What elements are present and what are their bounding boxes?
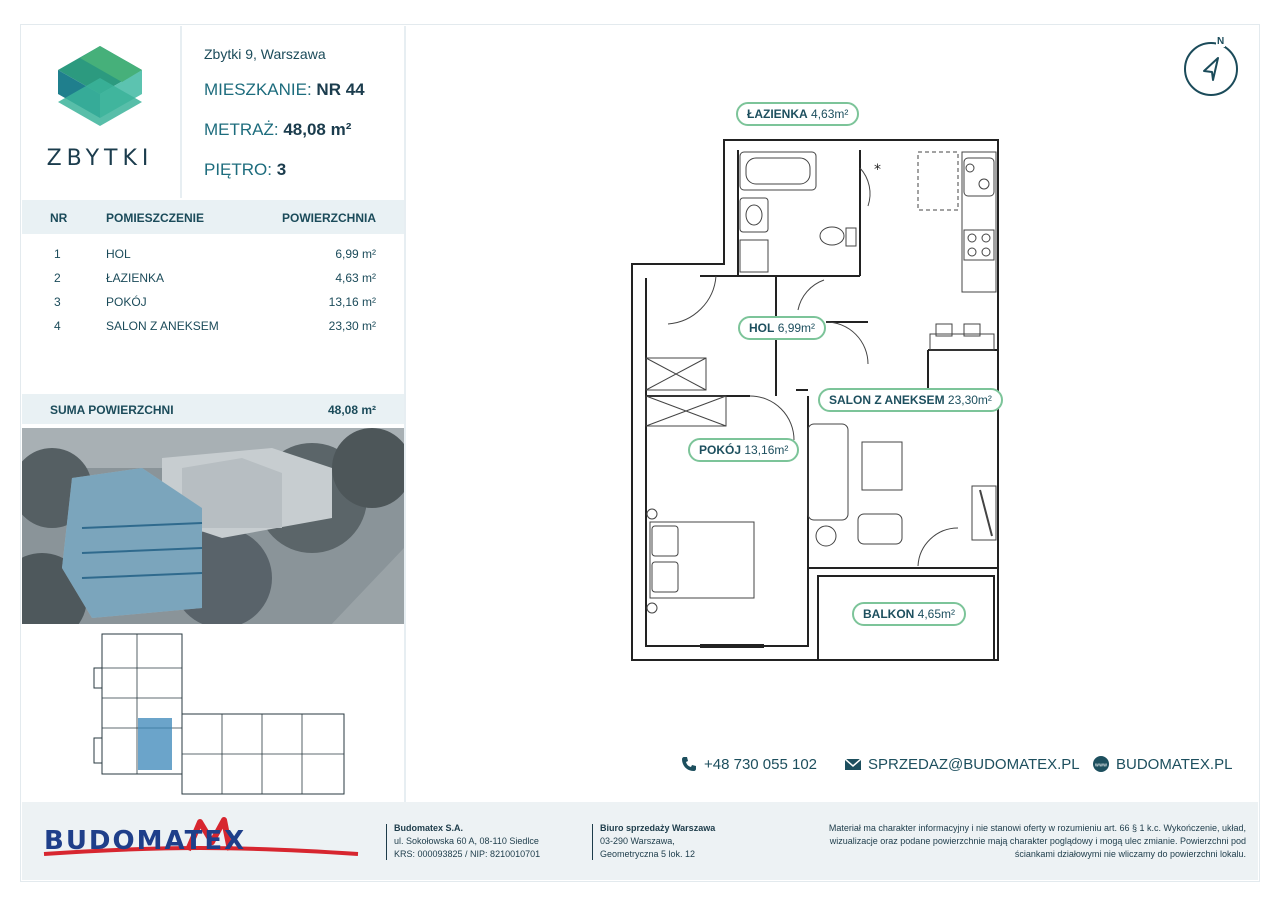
address: Zbytki 9, Warszawa: [204, 46, 326, 62]
svg-text:www: www: [1094, 762, 1108, 769]
bedroom-name: POKÓJ: [699, 443, 742, 457]
zbytki-logo-text: ZBYTKI: [46, 146, 154, 171]
bathroom-area: 4,63m²: [811, 107, 849, 121]
floor-label: PIĘTRO:: [204, 160, 273, 179]
disclaimer-line-3: ściankami działowymi nie wliczamy do powierzchni lokalu.: [1014, 849, 1246, 859]
sum-value: 48,08 m²: [327, 403, 376, 417]
apartment-number: [204, 80, 365, 100]
row-room: HOL: [106, 247, 131, 261]
sum-label: SUMA POWIERZCHNI: [50, 403, 174, 417]
table-row: [22, 266, 404, 290]
footer: [22, 802, 1258, 880]
hall-area: 6,99m²: [777, 321, 816, 335]
table-row: [22, 242, 404, 266]
bedroom-area: 13,16m²: [744, 443, 789, 457]
envelope-icon: [844, 755, 862, 773]
phone-number[interactable]: +48 730 055 102: [704, 755, 818, 773]
website-url[interactable]: BUDOMATEX.PL: [1116, 755, 1233, 773]
row-area: 4,63 m²: [335, 271, 376, 285]
company-name: Budomatex S.A.: [394, 823, 464, 833]
living-room-area: 23,30m²: [947, 393, 992, 407]
floor-value: 3: [276, 160, 287, 179]
table-row: [22, 314, 404, 338]
company-details: [394, 822, 540, 861]
disclaimer: [776, 822, 1246, 861]
row-nr: 4: [54, 319, 61, 333]
row-nr: 2: [54, 271, 61, 285]
balcony-name: BALKON: [863, 607, 915, 621]
label-bedroom: [688, 438, 799, 462]
header-nr: NR: [50, 211, 68, 225]
row-nr: 3: [54, 295, 61, 309]
row-area: 6,99 m²: [335, 247, 376, 261]
header-area: POWIERZCHNIA: [282, 211, 376, 225]
floor-key-plan: [22, 628, 404, 802]
row-room: POKÓJ: [106, 295, 147, 309]
table-row: [22, 290, 404, 314]
disclaimer-line-1: Materiał ma charakter informacyjny i nie stanowi oferty w rozumieniu art. 66 § 1 k.c. Wykończenie, układ,: [828, 823, 1246, 833]
area-sum-row: [22, 394, 404, 424]
apartment-label: MIESZKANIE:: [204, 80, 312, 99]
north-arrow-icon: [1182, 38, 1240, 96]
apartment-floor: [204, 160, 286, 180]
office-name: Biuro sprzedaży Warszawa: [600, 823, 716, 833]
vent-mark: *: [874, 162, 881, 178]
contact-website[interactable]: [1092, 755, 1232, 773]
label-bathroom: [736, 102, 859, 126]
building-photo: [22, 428, 404, 624]
area-label: METRAŻ:: [204, 120, 279, 139]
zbytki-logo-icon: [22, 26, 178, 146]
office-line-1: 03-290 Warszawa,: [600, 836, 675, 846]
floor-plan-drawing: [600, 90, 1040, 680]
area-value: 48,08 m²: [283, 120, 352, 139]
apartment-value: NR 44: [316, 80, 365, 99]
contact-email[interactable]: [844, 755, 1080, 773]
hall-name: HOL: [749, 321, 775, 335]
zbytki-logo: [22, 26, 178, 198]
apartment-info: [180, 26, 404, 198]
row-nr: 1: [54, 247, 61, 261]
contact-phone[interactable]: [680, 755, 817, 773]
header-room: POMIESZCZENIE: [106, 211, 205, 225]
north-label: N: [1217, 36, 1225, 47]
label-living-room: [818, 388, 1003, 412]
floor-plan: [600, 90, 1040, 680]
globe-icon: [1092, 755, 1110, 773]
row-room: ŁAZIENKA: [106, 271, 165, 285]
column-divider: [404, 26, 406, 802]
email-address[interactable]: SPRZEDAZ@BUDOMATEX.PL: [868, 755, 1080, 773]
office-line-2: Geometryczna 5 lok. 12: [600, 849, 696, 859]
disclaimer-line-2: wizualizacje oraz podane powierzchnie mają charakter poglądowy i mogą ulec zmianie. Powierzchni pod: [829, 836, 1246, 846]
row-room: SALON Z ANEKSEM: [106, 319, 219, 333]
balcony-area: 4,65m²: [917, 607, 956, 621]
phone-icon: [680, 755, 698, 773]
footer-divider: [386, 824, 387, 860]
label-balcony: [852, 602, 966, 626]
living-room-name: SALON Z ANEKSEM: [829, 393, 945, 407]
rooms-table-header: [22, 200, 404, 234]
footer-divider: [592, 824, 593, 860]
company-address: ul. Sokołowska 60 A, 08-110 Siedlce: [394, 836, 539, 846]
row-area: 13,16 m²: [328, 295, 376, 309]
company-ids: KRS: 000093825 / NIP: 8210010701: [394, 849, 541, 859]
label-hall: [738, 316, 826, 340]
budomatex-logo-text: BUDOMATEX: [44, 826, 247, 856]
row-area: 23,30 m²: [328, 319, 376, 333]
bathroom-name: ŁAZIENKA: [747, 107, 808, 121]
sales-office: [600, 822, 715, 861]
apartment-area: [204, 120, 351, 140]
budomatex-logo: [40, 816, 362, 862]
